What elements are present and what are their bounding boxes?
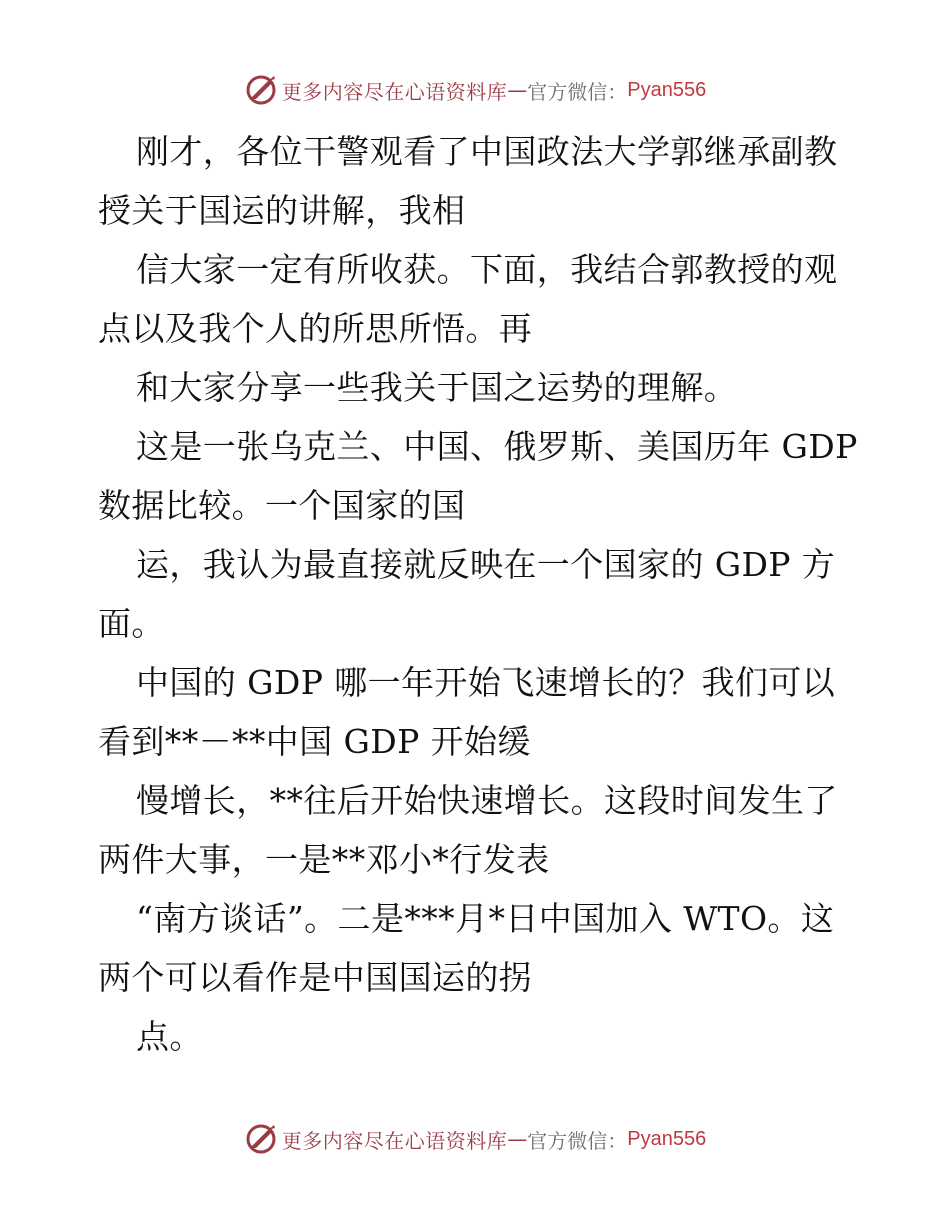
watermark-source-text: 更多内容尽在心语资料库 xyxy=(281,79,508,104)
text-line: 运，我认为最直接就反映在一个国家的 GDP 方 xyxy=(136,545,836,584)
watermark-wechat-id: Pyan556 xyxy=(627,1127,707,1150)
document-body xyxy=(98,122,858,1066)
text-line: 点。 xyxy=(136,1017,203,1056)
text-line: 授关于国运的讲解，我相 xyxy=(98,191,466,230)
text-line: 看到**－**中国 GDP 开始缓 xyxy=(98,722,531,761)
text-line: 两件大事，一是**邓小*行发表 xyxy=(98,840,550,879)
text-line: 中国的 GDP 哪一年开始飞速增长的？我们可以 xyxy=(136,663,836,702)
watermark-wechat-label: 官方微信： xyxy=(527,1128,628,1153)
quill-logo-icon xyxy=(244,73,278,107)
text-line: 两个可以看作是中国国运的拐 xyxy=(98,958,533,997)
watermark-banner-top xyxy=(0,70,950,110)
watermark-banner-bottom xyxy=(0,1119,950,1159)
text-line: 慢增长，**往后开始快速增长。这段时间发生了 xyxy=(136,781,838,820)
quill-logo-icon xyxy=(244,1122,278,1156)
watermark-wechat-id: Pyan556 xyxy=(627,78,707,101)
text-line: 和大家分享一些我关于国之运势的理解。 xyxy=(136,368,738,407)
text-line: 这是一张乌克兰、中国、俄罗斯、美国历年 GDP xyxy=(136,427,858,466)
text-line: 刚才，各位干警观看了中国政法大学郭继承副教 xyxy=(136,132,838,171)
watermark-source-text: 更多内容尽在心语资料库 xyxy=(281,1128,508,1153)
text-line: “南方谈话”。二是***月*日中国加入 WTO。这 xyxy=(136,899,835,938)
text-line: 数据比较。一个国家的国 xyxy=(98,486,466,525)
watermark-separator: — xyxy=(507,1127,528,1151)
text-line: 点以及我个人的所思所悟。再 xyxy=(98,309,533,348)
watermark-wechat-label: 官方微信： xyxy=(527,79,628,104)
watermark-separator: — xyxy=(507,78,528,102)
text-line: 信大家一定有所收获。下面，我结合郭教授的观 xyxy=(136,250,838,289)
text-line: 面。 xyxy=(98,604,165,643)
